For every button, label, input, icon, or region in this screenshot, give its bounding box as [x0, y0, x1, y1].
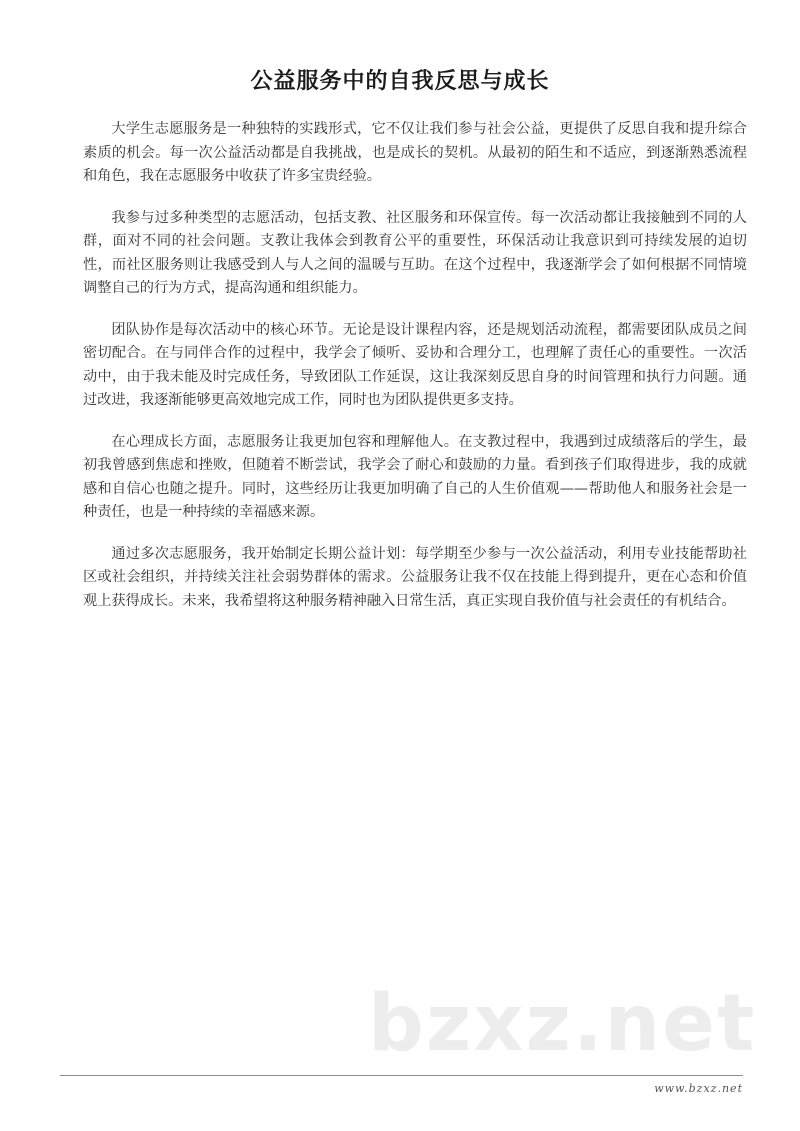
paragraph: 我参与过多种类型的志愿活动，包括支教、社区服务和环保宣传。每一次活动都让我接触到不同的人群，面对不同的社会问题。支教让我体会到教育公平的重要性，环保活动让我意识到可持续发展的迫切性，而社区服务则让我感受到人与人之间的温暖与互助。在这个过程中，我逐渐学会了如何根据不同情境调整自己的行为方式，提高沟通和组织能力。	[83, 209, 747, 296]
paragraph: 团队协作是每次活动中的核心环节。无论是设计课程内容，还是规划活动流程，都需要团队成员之间密切配合。在与同伴合作的过程中，我学会了倾听、妥协和合理分工，也理解了责任心的重要性。一次活动中，由于我未能及时完成任务，导致团队工作延误，这让我深刻反思自身的时间管理和执行力问题。通过改进，我逐渐能够更高效地完成工作，同时也为团队提供更多支持。	[83, 321, 747, 408]
footer-url: www.bzxz.net	[654, 1082, 743, 1095]
watermark: bzxz.net	[368, 979, 757, 1069]
paragraph: 通过多次志愿服务，我开始制定长期公益计划：每学期至少参与一次公益活动，利用专业技能帮助社区或社会组织，并持续关注社会弱势群体的需求。公益服务让我不仅在技能上得到提升，更在心态和价值观上获得成长。未来，我希望将这种服务精神融入日常生活，真正实现自我价值与社会责任的有机结合。	[83, 545, 747, 609]
footer-divider	[60, 1075, 743, 1076]
document-body	[83, 118, 747, 631]
paragraph: 大学生志愿服务是一种独特的实践形式，它不仅让我们参与社会公益，更提供了反思自我和提升综合素质的机会。每一次公益活动都是自我挑战，也是成长的契机。从最初的陌生和不适应，到逐渐熟悉流程和角色，我在志愿服务中收获了许多宝贵经验。	[83, 121, 747, 184]
paragraph: 在心理成长方面，志愿服务让我更加包容和理解他人。在支教过程中，我遇到过成绩落后的学生，最初我曾感到焦虑和挫败，但随着不断尝试，我学会了耐心和鼓励的力量。看到孩子们取得进步，我的成就感和自信心也随之提升。同时，这些经历让我更加明确了自己的人生价值观——帮助他人和服务社会是一种责任，也是一种持续的幸福感来源。	[83, 433, 747, 520]
document-title: 公益服务中的自我反思与成长	[250, 69, 550, 94]
